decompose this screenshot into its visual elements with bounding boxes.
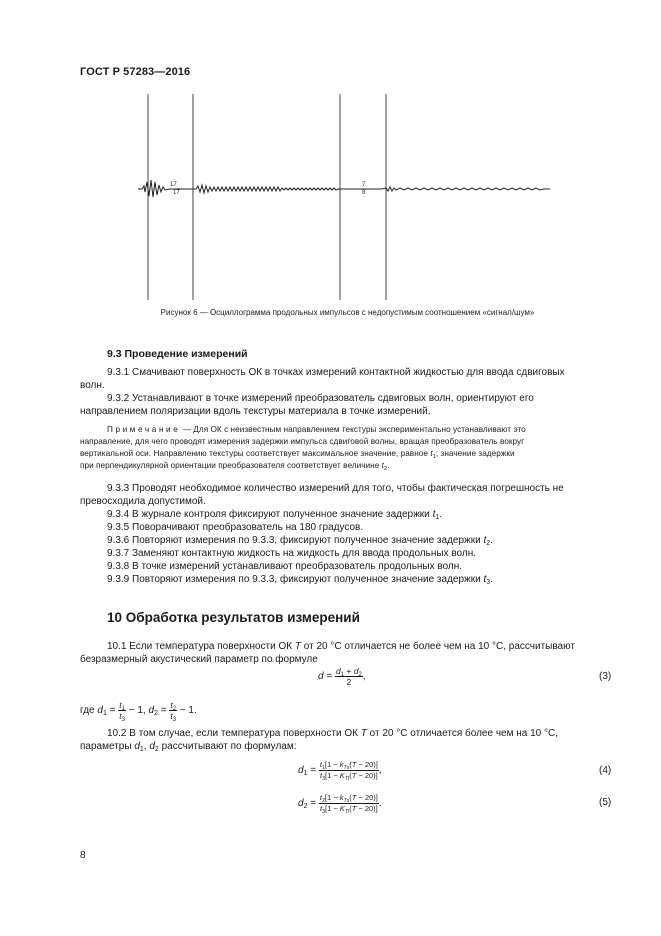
marker-label: 17	[170, 182, 177, 188]
paragraph: 9.3.3 Проводят необходимое количество измерений для того, чтобы фактическая погрешность не	[107, 483, 564, 494]
paragraph: 9.3.7 Заменяют контактную жидкость на жидкость для ввода продольных волн.	[107, 548, 477, 559]
note-line	[107, 424, 526, 436]
paragraph: направлением поляризации вдоль текстуры материала в точке измерений.	[80, 406, 431, 417]
note-line: направление, для чего проводят измерения задержки импульса сдвиговой волны, вращая преобразователь вокруг	[80, 437, 525, 446]
section-heading: 10 Обработка результатов измерений	[107, 610, 360, 625]
note-text: вертикальной оси. Направлению текстуры соответствует максимальное значение, равное	[80, 449, 428, 458]
paragraph-text: от 20 °С отличается более чем на 10 °С,	[369, 728, 559, 739]
paragraph: 9.3.5 Поворачивают преобразователь на 180 градусов.	[107, 522, 364, 533]
formula-3: d = $\frac{d_1 + d_2}{2}$ ,	[318, 666, 366, 687]
paragraph: безразмерный акустический параметр по формуле	[80, 654, 318, 665]
marker-label: 8	[362, 190, 366, 196]
formula-definitions: где $d_1$ = $\frac{t_1}{t_3}$ − 1, $d_2$ = $\frac{t_2}{t_3}$ − 1.	[80, 700, 197, 723]
paragraph: 10.2 В том случае, если температура поверхности ОК T от 20 °С отличается более чем на 10 °С,	[107, 728, 559, 739]
note-text: ; значение задержки	[435, 449, 515, 458]
paragraph-text: 10.2 В том случае, если температура поверхности ОК	[107, 728, 358, 739]
paragraph: 9.3.9 Повторяют измерения по 9.3.3, фиксируют полученное значение задержки $t_3$.	[107, 574, 493, 586]
note-line: при перпендикулярной ориентации преобразователя соответствует величине $t_2$.	[80, 461, 390, 472]
paragraph-text: рассчитывают по формулам:	[161, 741, 297, 752]
document-header: ГОСТ Р 57283—2016	[80, 66, 191, 78]
paragraph: параметры $d_1$, $d_2$ рассчитывают по формулам:	[80, 741, 297, 753]
paragraph-text: 9.3.4 В журнале контроля фиксируют полученное значение задержки	[107, 509, 430, 520]
paragraph-text: от 20 °С отличается не более чем на 10 °С, рассчитывают	[303, 641, 575, 652]
section-heading: 9.3 Проведение измерений	[107, 348, 248, 360]
paragraph-text: 10.1 Если температура поверхности ОК	[107, 641, 293, 652]
formula-number: (5)	[599, 797, 612, 808]
formula-number: (4)	[599, 765, 612, 776]
paragraph: 9.3.8 В точке измерений устанавливают преобразователь продольных волн.	[107, 561, 463, 572]
paragraph: 9.3.6 Повторяют измерения по 9.3.3, фиксируют полученное значение задержки $t_2$.	[107, 535, 493, 547]
paragraph-text: где	[80, 705, 95, 717]
paragraph: 9.3.2 Устанавливают в точке измерений преобразователь сдвиговых волн, ориентируют его	[107, 393, 534, 404]
formula-5: $d_2$ = $\frac{t_2[1 - k_{Ts}(T - 20)]}{t_3[1 - K_{Tl}(T - 20)]}$ .	[298, 793, 382, 815]
oscillogram-figure	[130, 92, 570, 302]
signal-trace	[138, 180, 550, 197]
note-line: вертикальной оси. Направлению текстуры соответствует максимальное значение, равное $t_1$; значение задержки	[80, 449, 515, 460]
note-text: — Для ОК с неизвестным направлением текстуры экспериментально устанавливают это	[182, 425, 526, 434]
formula-4: $d_1$ = $\frac{t_1[1 - k_{Ts}(T - 20)]}{t_3[1 - K_{Tl}(T - 20)]}$ ,	[298, 760, 382, 782]
page-number: 8	[80, 850, 86, 861]
paragraph: 10.1 Если температура поверхности ОК T от 20 °С отличается не более чем на 10 °С, рассчитывают	[107, 641, 575, 652]
marker-label: 17	[173, 190, 180, 196]
paragraph: волн.	[80, 380, 105, 391]
note-text: при перпендикулярной ориентации преобразователя соответствует величине	[80, 461, 380, 470]
paragraph-text: 9.3.6 Повторяют измерения по 9.3.3, фиксируют полученное значение задержки	[107, 535, 481, 546]
paragraph: 9.3.1 Смачивают поверхность ОК в точках измерений контактной жидкостью для ввода сдвиговых	[107, 367, 565, 378]
paragraph-text: 9.3.9 Повторяют измерения по 9.3.3, фиксируют полученное значение задержки	[107, 574, 481, 585]
formula-number: (3)	[599, 671, 612, 682]
figure-caption: Рисунок 6 — Осциллограмма продольных импульсов с недопустимым соотношением «сигнал/шум»	[160, 308, 535, 317]
paragraph: превосходила допустимой.	[80, 496, 206, 507]
paragraph-text: параметры	[80, 741, 132, 752]
paragraph: 9.3.4 В журнале контроля фиксируют полученное значение задержки $t_1$.	[107, 509, 443, 521]
note-label: Примечание	[107, 425, 181, 434]
marker-label: 7	[362, 182, 366, 188]
